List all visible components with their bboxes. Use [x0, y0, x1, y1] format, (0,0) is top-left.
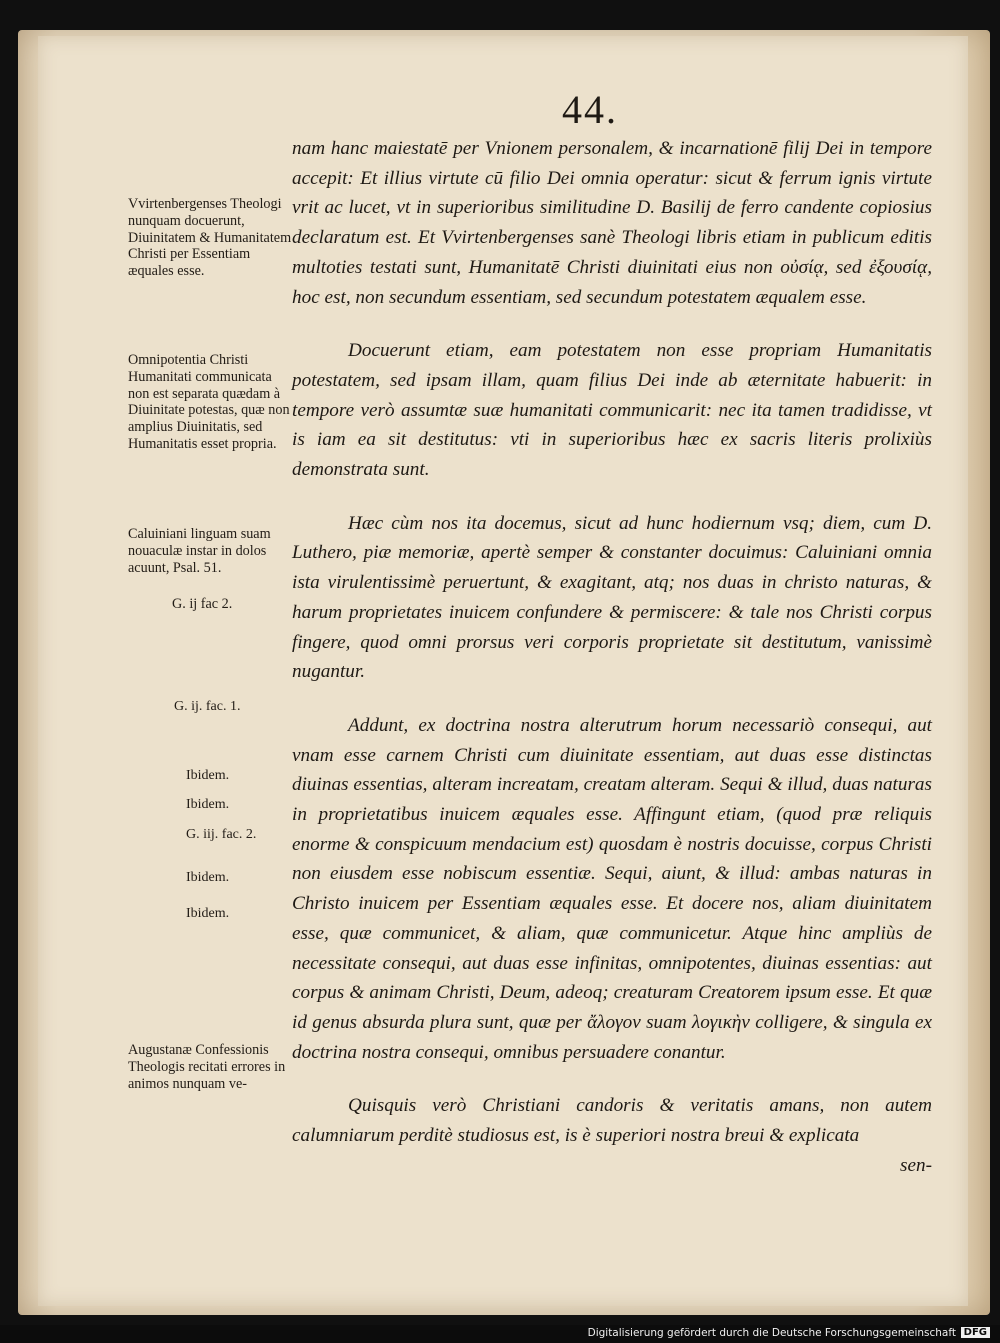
paragraph: Quisquis verò Christiani candoris & veritatis amans, non autem calumniarum perditè studiosus est, is è superiori nostra breui & explicata: [292, 1095, 932, 1147]
margin-reference: G. iij. fac. 2.: [186, 827, 257, 842]
margin-note: Omnipotentia Christi Humanitati communicata non est separata quædam à Diuinitate potestas, quæ non amplius Diuinitatis, sed Humanitatis esset propria.: [128, 352, 290, 452]
margin-reference: G. ij fac 2.: [172, 596, 233, 612]
catchword: sen-: [900, 1154, 932, 1176]
paragraph: Addunt, ex doctrina nostra alterutrum horum necessariò consequi, aut vnam esse carnem Christi cum diuinitate essentiam, aut duas esse distinctas diuinas essentias, alteram increatam, creatam alteram. Sequi & illud, duas naturas in proprietatibus inuicem æquales esse. Affingunt etiam, (quod præ reliquis enorme & conspicuum mendacium est) quosdam è nostris docuisse, corpus Christi non eiusdem esse nobiscum essentiæ. Sequi, aiunt, & illud: ambas naturas in Christo inuicem per Essentiam æquales esse. Et docere nos, aliam diuinitatem esse, quæ communicet, & aliam, quæ communicetur. Atque hinc ampliùs de necessitate consequi, aut duas esse infinitas, omnipotentes, diuinas essentias: aut corpus & animam Christi, Deum, adeoq; creaturam Creatorem ipsum esse. Et quæ id genus absurda plura sunt, quæ per ἄλογον suam λογικὴν colligere, & singula ex doctrina nostra consequi, omnibus persuadere conantur.: [292, 714, 932, 1063]
margin-note: Augustanæ Confessionis Theologis recitati errores in animos nunquam ve-: [128, 1042, 286, 1092]
dfg-logo-icon: DFG: [961, 1327, 990, 1338]
margin-reference: Ibidem.: [186, 797, 230, 812]
margin-reference: Ibidem.: [186, 768, 230, 783]
page-number: 44.: [562, 87, 618, 132]
paragraph: nam hanc maiestatē per Vnionem personalem, & incarnationē filij Dei in tempore accepit: Et illius virtute cū filio Dei omnia operatur: sicut & ferrum ignis virtute vrit ac lucet, vt in superioribus similitudine D. Basilij de ferro candente copiosius declaratum est. Et Vvirtenbergenses sanè Theologi libris etiam in publicum editis multoties testati sunt, Humanitatē Christi diuinitati eius non οὐσίᾳ, sed ἐξουσίᾳ, hoc est, non secundum essentiam, sed secundum potestatem æqualem esse.: [292, 138, 932, 308]
paragraph: Docuerunt etiam, eam potestatem non esse propriam Humanitatis potestatem, sed ipsam illam, quam filius Dei inde ab æternitate habuerit: in tempore verò assumtæ suæ humanitati communicarit: nec ita tamen tradidisse, vt is iam ea sit destitutus: vti in superioribus hæc ex sacris literis prolixiùs demonstrata sunt.: [292, 340, 932, 481]
margin-reference: G. ij. fac. 1.: [174, 699, 241, 714]
main-text: [292, 134, 932, 1181]
footer-credit: Digitalisierung gefördert durch die Deutsche Forschungsgemeinschaft: [587, 1327, 956, 1339]
margin-note: Vvirtenbergenses Theologi nunquam docuerunt, Diuinitatem & Humanitatem Christi per Essentiam æquales esse.: [128, 196, 292, 280]
paragraph: Hæc cùm nos ita docemus, sicut ad hunc hodiernum vsq; diem, cum D. Luthero, piæ memoriæ, apertè semper & constanter docuimus: Caluiniani omnia ista virulentissimè peruertunt, & exagitant, atq; nos duas in christo naturas, & harum proprietates inuicem confundere & permiscere: & tale nos Christi corpus fingere, quod omni prorsus veri corporis proprietate sit destitutum, vanissimè nugantur.: [292, 512, 932, 683]
margin-reference: Ibidem.: [186, 870, 230, 885]
margin-reference: Ibidem.: [186, 906, 230, 921]
margin-note: Caluiniani linguam suam nouaculæ instar in dolos acuunt, Psal. 51.: [128, 526, 271, 576]
